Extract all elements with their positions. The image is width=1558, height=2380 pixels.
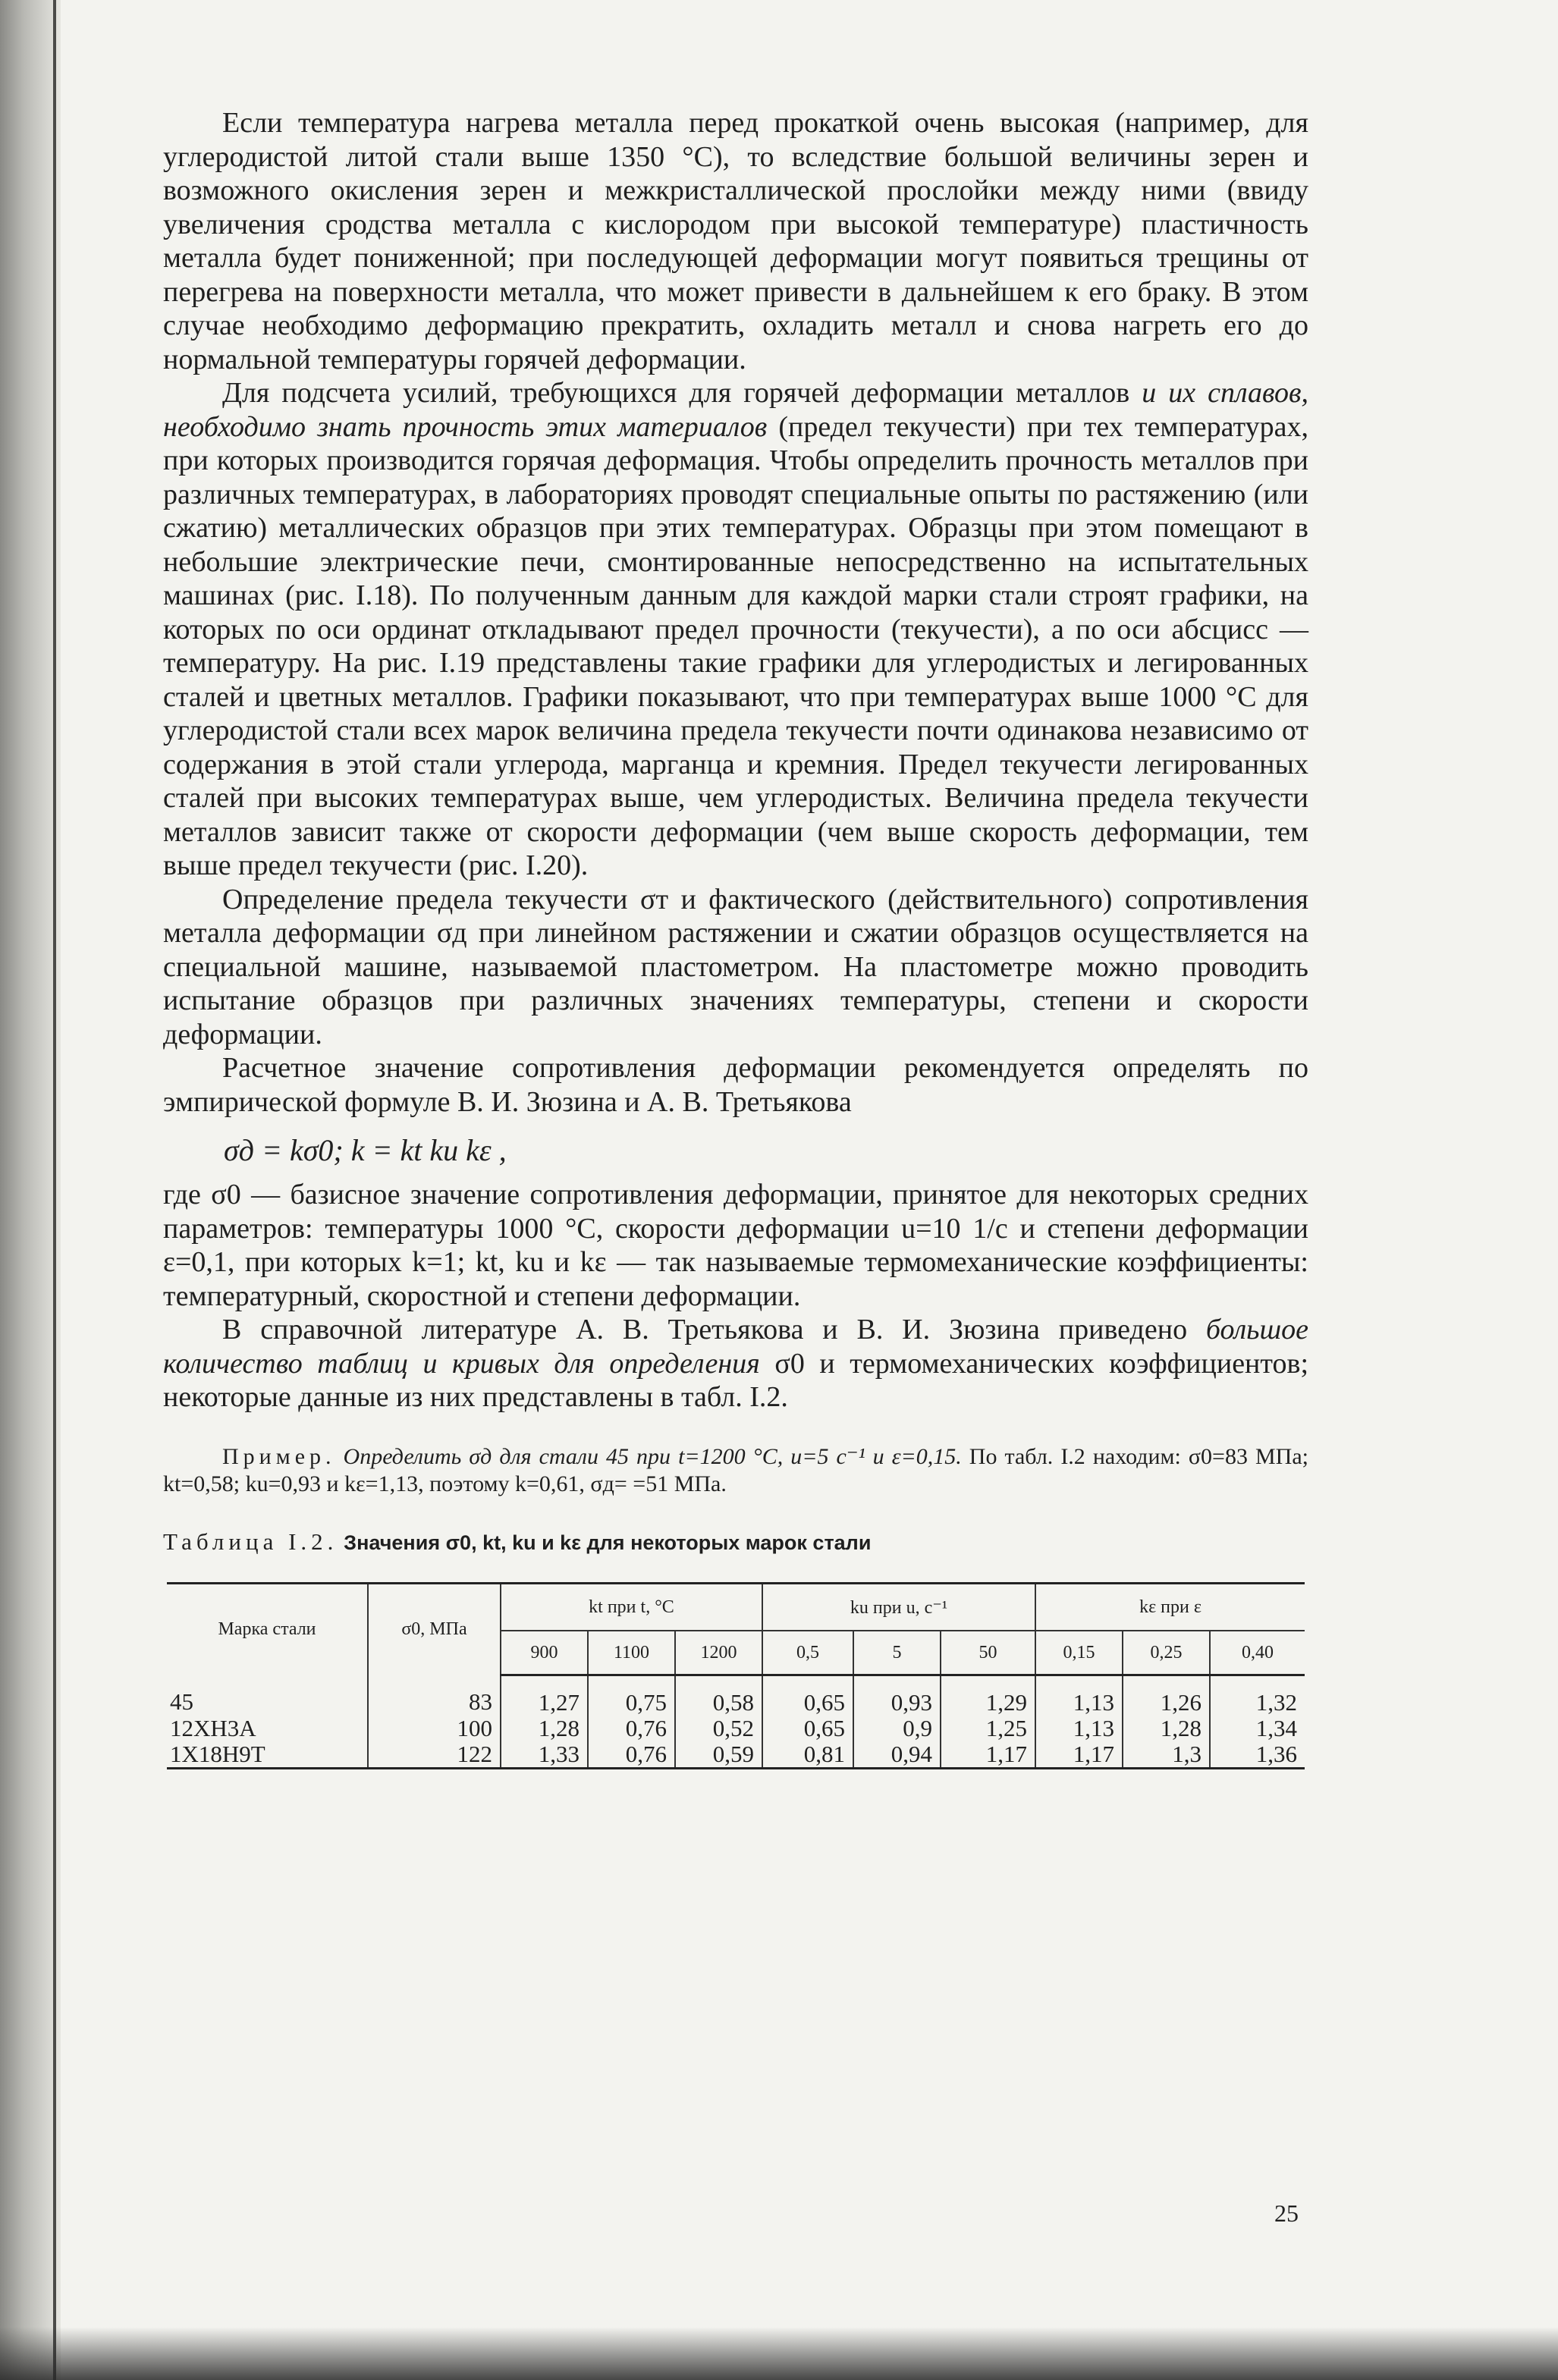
header-t-1100: 1100: [588, 1631, 675, 1675]
cell-value: 0,94: [853, 1741, 941, 1769]
cell-value: 1,13: [1035, 1675, 1123, 1716]
cell-value: 1,17: [941, 1741, 1035, 1769]
cell-value: 0,76: [588, 1716, 675, 1741]
binding-edge: [53, 0, 56, 2380]
header-sigma0: σ0, МПа: [368, 1584, 501, 1675]
cell-value: 1,17: [1035, 1741, 1123, 1769]
cell-value: 0,9: [853, 1716, 941, 1741]
cell-value: 0,93: [853, 1675, 941, 1716]
cell-sigma: 100: [368, 1716, 501, 1741]
paragraph-6: [163, 1313, 1308, 1414]
header-t-1200: 1200: [675, 1631, 762, 1675]
paragraph-1: Если температура нагрева металла перед прокаткой очень высокая (например, для углеродистой литой стали выше 1350 °С), то вследствие большой величины зерен и возможного окисления зерен и межкристаллической прослойки между ними (ввиду увеличения сродства металла с кислородом при высокой температуре) пластичность металла будет пониженной; при последующей деформации могут появиться трещины от перегрева на поверхности металла, что может привести в дальнейшем к его браку. В этом случае необходимо деформацию прекратить, охладить металл и снова нагреть его до нормальной температуры горячей деформации.: [163, 107, 1308, 375]
cell-value: 1,32: [1255, 1689, 1297, 1716]
cell-value: 1,28: [1123, 1716, 1210, 1741]
table-caption-label: Таблица I.2.: [163, 1528, 338, 1555]
cell-value: 0,65: [762, 1675, 853, 1716]
example-label: Пример.: [222, 1443, 336, 1469]
table-row: [167, 1741, 1305, 1769]
cell-value: 1,26: [1123, 1675, 1210, 1716]
paragraph-5: где σ0 — базисное значение сопротивления деформации, принятое для некоторых средних параметров: температуры 1000 °С, скорости деформации u=10 1/с и степени деформации ε=0,1, при которых k=1; kt, ku и kε — так называемые термомеханические коэффициенты: температурный, скоростной и степени деформации.: [163, 1179, 1308, 1312]
page-number: 25: [1274, 2199, 1299, 2227]
paragraph-6-part-a: В справочной литературе А. В. Третьякова и В. И. Зюзина приведено: [222, 1314, 1206, 1345]
cell-value: 1,29: [941, 1675, 1035, 1716]
cell-value: 0,75: [588, 1675, 675, 1716]
cell-value: 1,3: [1123, 1741, 1210, 1769]
cell-value: 0,81: [762, 1741, 853, 1769]
cell-sigma: 83: [368, 1675, 501, 1716]
cell-sigma: 122: [368, 1741, 501, 1769]
book-spine-shadow: [0, 0, 61, 2380]
header-group-ke: kε при ε: [1035, 1584, 1305, 1631]
cell-value: 0,59: [675, 1741, 762, 1769]
cell-value: 1,33: [501, 1741, 588, 1769]
paragraph-6-part-c: σ0 и термомеханических коэффициентов; некоторые данные из них представлены в табл. I.2.: [163, 1347, 1309, 1413]
header-e-0-40: 0,40: [1210, 1631, 1305, 1675]
cell-value: 0,65: [762, 1716, 853, 1741]
table-caption-text: Значения σ0, kt, ku и kε для некоторых марок стали: [344, 1531, 872, 1554]
cell-value: 1,36: [1210, 1741, 1305, 1769]
paragraph-2-part-c: (предел текучести) при тех температурах, при которых производится горячая деформация. Чтобы определить прочность металлов при различных температурах, в лабораториях проводят специальные опыты по растяжению (или сжатию) металлических образцов при этих температурах. Образцы при этом помещают в небольшие электрические печи, смонтированные непосредственно на испытательных машинах (рис. I.18). По полученным данным для каждой марки стали строят графики, на которых по оси ординат откладывают предел прочности (текучести), а по оси абсцисс — температуру. На рис. I.19 представлены такие графики для углеродистых и легированных сталей и цветных металлов. Графики показывают, что при температурах выше 1000 °С для углеродистой стали всех марок величина предела текучести почти одинакова независимо от содержания в этой стали углерода, марганца и кремния. Предел текучести легированных сталей при высоких температурах выше, чем углеродистых. Величина предела текучести металлов зависит также от скорости деформации (чем выше скорость деформации, тем выше предел текучести: [163, 410, 1308, 881]
cell-value: 0,76: [588, 1741, 675, 1769]
header-u-5: 5: [853, 1631, 941, 1675]
example-question: Определить σд для стали 45 при t=1200 °С, u=5 с⁻¹ и ε=0,15.: [335, 1443, 962, 1469]
cell-value: 1,34: [1255, 1715, 1297, 1741]
paragraph-4: Расчетное значение сопротивления деформации рекомендуется определять по эмпирической формуле В. И. Зюзина и А. В. Третьякова: [163, 1052, 1308, 1118]
header-group-ku: ku при u, с⁻¹: [762, 1584, 1035, 1631]
cell-value: 1,25: [941, 1716, 1035, 1741]
paragraph-2-italic-1: и их сплавов, необходимо знать прочность этих материалов: [163, 377, 1308, 443]
cell-value: 1,28: [501, 1716, 588, 1741]
table-row: [167, 1675, 1305, 1716]
table-row: [167, 1716, 1305, 1741]
cell-steel: 12ХН3А: [167, 1716, 368, 1741]
paragraph-2-part-d: (рис. I.20).: [451, 849, 589, 881]
example-solution: По табл. I.2 находим: σ0=83 МПа; kt=0,58; ku=0,93 и kε=1,13, поэтому k=0,61, σд= =51 МПа.: [163, 1443, 1308, 1496]
cell-value: 0,52: [675, 1716, 762, 1741]
page-body: [163, 106, 1308, 1769]
scan-bottom-shadow: [0, 2327, 1558, 2380]
header-e-0-25: 0,25: [1123, 1631, 1210, 1675]
header-group-kt: kt при t, °С: [501, 1584, 762, 1631]
header-t-900: 900: [501, 1631, 588, 1675]
example-block: [163, 1443, 1308, 1498]
header-u-50: 50: [941, 1631, 1035, 1675]
cell-value: 1,27: [501, 1675, 588, 1716]
paragraph-6-italic: большое количество таблиц и кривых для определения: [163, 1314, 1308, 1380]
cell-value: 1,13: [1035, 1716, 1123, 1741]
paragraph-3: Определение предела текучести σт и фактического (действительного) сопротивления металла деформации σд при линейном растяжении и сжатии образцов осуществляется на специальной машине, называемой пластометром. На пластометре можно проводить испытание образцов при различных значениях температуры, степени и скорости деформации.: [163, 883, 1308, 1050]
header-e-0-15: 0,15: [1035, 1631, 1123, 1675]
table-caption: [163, 1525, 1308, 1560]
paragraph-2-part-a: Для подсчета усилий, требующихся для горячей деформации металлов: [222, 377, 1142, 409]
cell-steel: 45: [167, 1675, 368, 1716]
header-steel-grade: Марка стали: [167, 1584, 368, 1675]
coefficients-table: [167, 1582, 1305, 1769]
header-u-0-5: 0,5: [762, 1631, 853, 1675]
cell-steel: 1Х18Н9Т: [167, 1741, 368, 1769]
paragraph-2: [163, 376, 1308, 883]
formula-deformation-resistance: σд = kσ0; k = kt ku kε ,: [224, 1133, 507, 1167]
cell-value: 0,58: [675, 1675, 762, 1716]
